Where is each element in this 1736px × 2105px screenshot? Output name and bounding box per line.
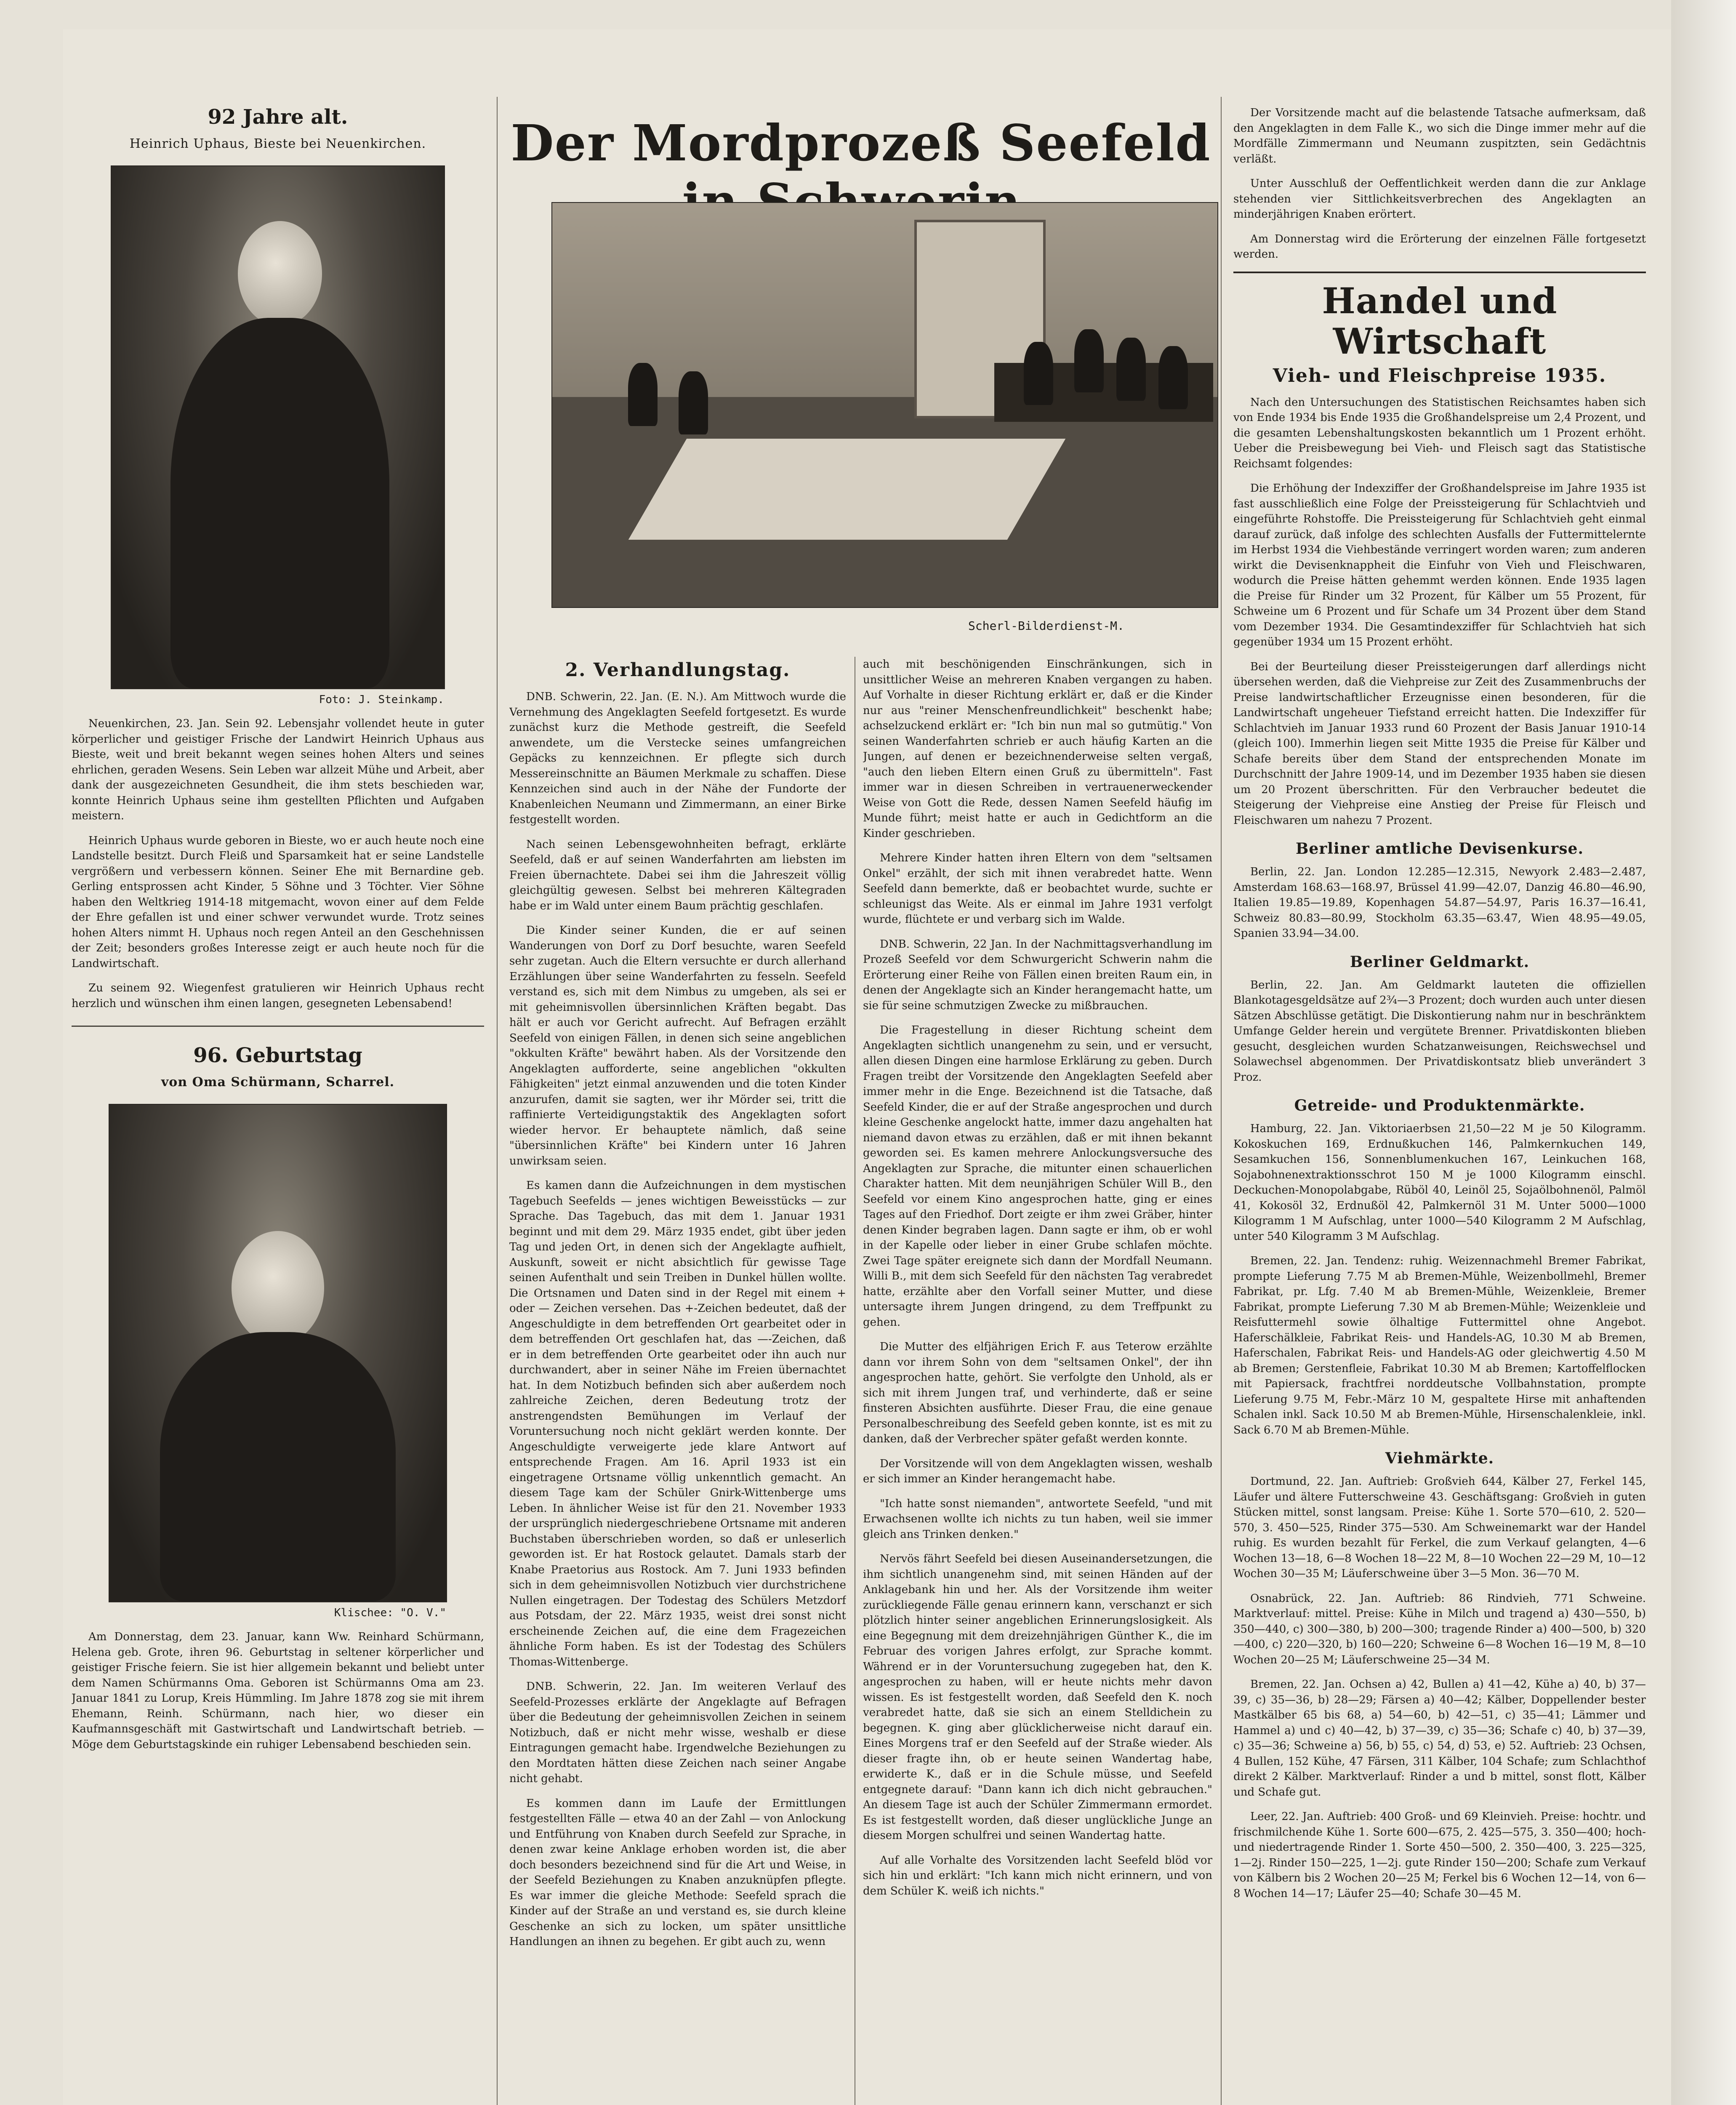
market-report: Leer, 22. Jan. Auftrieb: 400 Groß- und 69 Kleinvieh. Preise: hochtr. und frischmilchende Kühe 1. Sorte 600—675, 2. 425—575, 3. 350—400; hoch- und niedertragende Rinder 1. Sorte 450—500, 2. 350—400, 3. 225—325, 1—2j. Rinder 150—225, 1—2j. gute Rinder 150—200; Schafe zum Verkauf von Kälbern bis 2 Wochen 20—25 M; Ferkel bis 6 Wochen 12—14, von 6—8 Wochen 14—17; Läufer 25—40; Schafe 30—45 M.: [1233, 1810, 1646, 1900]
main-headline: Der Mordprozeß Seefeld: [511, 114, 1211, 172]
section-rule: [1233, 272, 1646, 273]
column-rule: [1221, 97, 1222, 2105]
article-byline: Heinrich Uphaus, Bieste bei Neuenkirchen.: [129, 136, 426, 151]
portrait-photo: [111, 165, 445, 689]
article-paragraph: "Ich hatte sonst niemanden", antwortete Seefeld, "und mit Erwachsenen wollte ich nichts zu tun haben, weil sie immer gleich ans Trinken denken.": [863, 1497, 1212, 1541]
article-byline: von Oma Schürmann, Scharrel.: [161, 1075, 395, 1090]
market-report: Bremen, 22. Jan. Ochsen a) 42, Bullen a) 41—42, Kühe a) 40, b) 37—39, c) 35—36, b) 28—29; Färsen a) 40—42; Kälber, Doppellender bester Mastkälber 65 bis 68, a) 54—60, b) 42—51, c) 35—41; Lämmer und Hammel a) und c) 40—42, b) 37—39, c) 35—36; Schafe c) 40, b) 37—39, c) 35—36; Schweine a) 56, b) 55, c) 54, d) 53, e) 52. Auftrieb: 23 Ochsen, 4 Bullen, 152 Kühe, 47 Färsen, 311 Kälber, 104 Schafe; zum Schlachthof direkt 2 Kälber. Marktverlauf: Rinder a und b mittel, sonst flott, Kälber und Schafe gut.: [1233, 1678, 1646, 1799]
article-title: 96. Geburtstag: [193, 1044, 362, 1067]
section-rule: [72, 1026, 484, 1027]
article-paragraph: Nervös fährt Seefeld bei diesen Auseinandersetzungen, die ihm sichtlich unangenehm sind, mit seinen Händen auf der Anklagebank hin und her. Als der Vorsitzende ihm weiter zurückliegende Fälle genau erinnern kann, verschanzt er sich plötzlich hinter seiner angeblichen Erinnerungslosigkeit. Als eine Begegnung mit dem dreizehnjährigen Günther K., die im Februar des vorigen Jahres erfolgt, zur Sprache kommt. Während er in der Voruntersuchung zugegeben hat, den K. angesprochen zu haben, will er heute nichts mehr davon wissen. Es ist festgestellt worden, daß Seefeld den K. noch verabredet hatte, daß sie sich an einem Stelldichein zu begegnen. K. ging aber glücklicherweise nicht darauf ein. Eines Morgens traf er den Seefeld auf der Straße wieder. Als dieser fragte ihn, ob er heute seinen Wandertag habe, erwiderte K., daß er in die Schule müsse, und Seefeld entgegnete darauf: "Dann kann ich dich nicht gebrauchen." An diesem Tage ist auch der Schüler Zimmermann ermordet. Es ist festgestellt worden, daß dieser unglückliche Junge an diesem Morgen schulfrei und seinen Wandertag hatte.: [863, 1553, 1212, 1842]
market-report: Berlin, 22. Jan. Am Geldmarkt lauteten die offiziellen Blankotagesgeldsätze auf 2¾—3 Prozent; doch wurden auch unter diesen Sätzen Abschlüsse getätigt. Die Diskontierung nahm nur in beschränktem Umfange Gelder herein und vergütete Brenner. Privatdiskonten blieben gesucht, desgleichen wurden Schatzanweisungen, Reichswechsel und Solawechsel abgenommen. Der Privatdiskontsatz blieb unverändert 3 Proz.: [1233, 978, 1646, 1084]
market-report: Berlin, 22. Jan. London 12.285—12.315, Newyork 2.483—2.487, Amsterdam 168.63—168.97, Brüssel 41.99—42.07, Danzig 46.80—46.90, Italien 19.85—19.89, Kopenhagen 54.87—54.97, Paris 16.37—16.41, Schweiz 80.83—80.99, Stockholm 63.35—63.47, Wien 48.95—49.05, Spanien 33.94—34.00.: [1233, 866, 1646, 940]
column-rule: [497, 97, 498, 2105]
article-paragraph: Es kommen dann im Laufe der Ermittlungen festgestellten Fälle — etwa 40 an der Zahl — von Anlockung und Entführung von Knaben durch Seefeld zur Sprache, in denen zwar keine Anklage erhoben worden ist, die aber doch besonders bezeichnend sind für die Art und Weise, in der Seefeld Beziehungen zu Knaben anzuknüpfen pflegte. Es war immer die gleiche Methode: Seefeld sprach die Kinder auf der Straße an und verstand es, sie durch kleine Geschenke an sich zu locken, um später unsittliche Handlungen an ihnen zu begehen. Er gibt auch zu, wenn: [509, 1797, 846, 1948]
article-title: 92 Jahre alt.: [208, 105, 348, 129]
article-paragraph: Nach seinen Lebensgewohnheiten befragt, erklärte Seefeld, daß er auf seinen Wanderfahrten am liebsten im Freien übernachtete. Dabei sei ihm die Jahreszeit völlig gleichgültig gewesen. Selbst bei mehreren Kältegraden habe er im Wald unter einem Baum prächtig geschlafen.: [509, 838, 846, 912]
market-heading: Getreide- und Produktenmärkte.: [1294, 1097, 1585, 1114]
article-paragraph: auch mit beschönigenden Einschränkungen, sich in unsittlicher Weise an mehreren Knaben vergangen zu haben. Auf Vorhalte in dieser Richtung erklärt er, daß er die Kinder nur aus "reiner Menschenfreundlichkeit" beschenkt habe; achselzuckend erklärt er: "Ich bin nun mal so gutmütig." Von seinen Wanderfahrten schrieb er auch häufig Karten an die Jungen, auf denen er bezeichnenderweise selten vergaß, "auch den lieben Eltern einen Gruß zu übermitteln". Fast immer war in diesen Schreiben in vertrauenerweckender Weise von Gott die Rede, dessen Namen Seefeld häufig im Munde führt; meist hatte er auch in Gedichtform an die Kinder geschrieben.: [863, 658, 1212, 840]
article-paragraph: Die Erhöhung der Indexziffer der Großhandelspreise im Jahre 1935 ist fast ausschließlich eine Folge der Preissteigerung für Schlachtvieh und eingeführte Rohstoffe. Die Preissteigerung für Schlachtvieh geht einmal darauf zurück, daß infolge des schlechten Ausfalls der Futtermittelernte im Herbst 1934 die Viehbestände verringert worden waren; zum anderen wirkt die Devisenknappheit die Einfuhr von Vieh und Fleischwaren, wodurch die Preise hätten gehemmt werden können. Ende 1935 lagen die Preise für Rinder um 32 Prozent, für Kälber um 55 Prozent, für Schweine um 6 Prozent und für Schafe um 34 Prozent über dem Stand vom Dezember 1934. Die Gesamtindexziffer für Schlachtvieh hat sich gegenüber 1934 um 15 Prozent erhöht.: [1233, 482, 1646, 648]
market-heading: Berliner amtliche Devisenkurse.: [1295, 840, 1584, 858]
article-paragraph: Neuenkirchen, 23. Jan. Sein 92. Lebensjahr vollendet heute in guter körperlicher und geistiger Frische der Landwirt Heinrich Uphaus aus Bieste, weit und breit bekannt wegen seines hohen Alters und seines ehrlichen, geraden Wesens. Sein Leben war allzeit Mühe und Arbeit, aber dank der ausgezeichneten Gesundheit, die ihm stets beschieden war, konnte Heinrich Uphaus seine ihm gestellten Pflichten und Aufgaben meistern.: [72, 717, 484, 822]
article-paragraph: Nach den Untersuchungen des Statistischen Reichsamtes haben sich von Ende 1934 bis Ende 1935 die Großhandelspreise um 2,4 Prozent, und die gesamten Lebenshaltungskosten bekanntlich um 1 Prozent erhöht. Ueber die Preisbewegung bei Vieh- und Fleisch sagt das Statistische Reichsamt folgendes:: [1233, 396, 1646, 470]
section-heading: 2. Verhandlungstag.: [565, 659, 791, 681]
column-birthdays: [72, 105, 484, 1761]
article-paragraph: Die Fragestellung in dieser Richtung scheint dem Angeklagten sichtlich unangenehm zu sein, und er versucht, allen diesen Dingen eine harmlose Erklärung zu geben. Durch Fragen treibt der Vorsitzende den Angeklagten Seefeld aber immer mehr in die Enge. Bezeichnend ist die Tatsache, daß Seefeld Kinder, die er auf der Straße angesprochen und durch kleine Geschenke angelockt hatte, immer dazu angehalten hat niemand davon etwas zu erzählen, daß er mit ihnen bekannt geworden sei. Es kamen mehrere Anlockungsversuche des Angeklagten zur Sprache, die mitunter einen schauerlichen Charakter hatten. Mit dem neunjährigen Schüler Will B., den Seefeld vor einem Kino angesprochen hatte, ging er eines Tages auf den Friedhof. Dort zeigte er ihm zwei Gräber, hinter denen Kinder begraben lagen. Dann sagte er ihm, ob er wohl in der Kapelle oder lieber in einer Grube schlafen möchte. Zwei Tage später ereignete sich dann der Mordfall Neumann. Willi B., mit dem sich Seefeld für den nächsten Tag verabredet hatte, erzählte aber den Vorfall seiner Mutter, und diese untersagte ihrem Jungen dringend, zu dem Treffpunkt zu gehen.: [863, 1024, 1212, 1329]
market-heading: Viehmärkte.: [1385, 1450, 1494, 1467]
market-report: Osnabrück, 22. Jan. Auftrieb: 86 Rindvieh, 771 Schweine. Marktverlauf: mittel. Preise: Kühe in Milch und tragend a) 430—550, b) 350—440, c) 300—380, b) 200—300; tragende Rinder a) 400—500, b) 320—400, c) 220—320, b) 160—220; Schweine 6—8 Wochen 16—19 M, 8—10 Wochen 20—25 M; Läuferschweine 25—34 M.: [1233, 1592, 1646, 1666]
article-paragraph: Auf alle Vorhalte des Vorsitzenden lacht Seefeld blöd vor sich hin und erklärt: "Ich kann mich nicht erinnern, und von dem Schüler K. weiß ich nichts.": [863, 1854, 1212, 1897]
market-report: Hamburg, 22. Jan. Viktoriaerbsen 21,50—22 M je 50 Kilogramm. Kokoskuchen 169, Erdnußkuchen 146, Palmkernkuchen 149, Sesamkuchen 156, Sonnenblumenkuchen 167, Leinkuchen 168, Sojabohnenextraktionsschrot 150 M je 1000 Kilogramm einschl. Deckuchen-Monopolabgabe, Rüböl 40, Leinöl 25, Sojaölbohnenöl, Palmöl 41, Kokosöl 32, Erdnußöl 42, Palmkernöl 31 M. Unter 5000—1000 Kilogramm 1 M Aufschlag, unter 1000—540 Kilogramm 2 M Aufschlag, unter 540 Kilogramm 3 M Aufschlag.: [1233, 1122, 1646, 1243]
article-paragraph: Mehrere Kinder hatten ihren Eltern von dem "seltsamen Onkel" erzählt, der sich mit ihnen verabredet hatte. Wenn Seefeld dann bemerkte, daß er beobachtet wurde, suchte er schleunigst das Weite. Als er einmal im Jahre 1931 verfolgt wurde, flüchtete er und verbarg sich im Walde.: [863, 852, 1212, 926]
article-paragraph: Zu seinem 92. Wiegenfest gratulieren wir Heinrich Uphaus recht herzlich und wünschen ihm einen langen, gesegneten Lebensabend!: [72, 982, 484, 1010]
article-paragraph: Am Donnerstag wird die Erörterung der einzelnen Fälle fortgesetzt werden.: [1233, 232, 1646, 261]
photo-credit: Foto: J. Steinkamp.: [319, 693, 444, 706]
article-paragraph: Heinrich Uphaus wurde geboren in Bieste, wo er auch heute noch eine Landstelle besitzt. Durch Fleiß und Sparsamkeit hat er seine Landstelle vergrößern und verbessern können. Seiner Ehe mit Bernardine geb. Gerling entsprossen acht Kinder, 5 Söhne und 3 Töchter. Vier Söhne haben den Weltkrieg 1914-18 mitgemacht, wovon einer auf dem Felde der Ehre gefallen ist und einer schwer verwundet wurde. Trotz seines hohen Alters nimmt H. Uphaus noch regen Anteil an den Geschehnissen der Zeit; besonders großes Interesse zeigt er auch heute noch für die Landwirtschaft.: [72, 834, 484, 970]
article-paragraph: Die Mutter des elfjährigen Erich F. aus Teterow erzählte dann vor ihrem Sohn von dem "seltsamen Onkel", der ihn angesprochen hatte, gehört. Sie verfolgte den Unhold, als er sich mit ihrem Jungen traf, und verhinderte, daß er seine finsteren Absichten ausführte. Dieser Frau, die eine genaue Personalbeschreibung des Seefeld geben konnte, ist es mit zu danken, daß der Verbrecher später gefaßt werden konnte.: [863, 1340, 1212, 1445]
article-paragraph: DNB. Schwerin, 22 Jan. In der Nachmittagsverhandlung im Prozeß Seefeld vor dem Schwurgericht Schwerin nahm die Erörterung einer Reihe von Fällen einen breiten Raum ein, in denen der Angeklagte sich an Kinder herangemacht hatte, um sie für seine schmutzigen Zwecke zu mißbrauchen.: [863, 938, 1212, 1012]
article-paragraph: Bei der Beurteilung dieser Preissteigerungen darf allerdings nicht übersehen werden, daß die Viehpreise zur Zeit des Zusammenbruchs der Preise landwirtschaftlicher Erzeugnisse einen besonderen, für die Landwirtschaft ungeheuer Tiefstand erreicht hatten. Die Indexziffer für Schlachtvieh im Januar 1933 rund 60 Prozent der Basis Januar 1910-14 (gleich 100). Immerhin liegen seit Mitte 1935 die Preise für Kälber und Schafe bereits über dem Stand der entsprechenden Monate im Durchschnitt der Jahre 1909-14, und im Dezember 1935 haben sie diesen um 20 Prozent überschritten. Für den Verbraucher bedeutet die Steigerung der Viehpreise eine Anstieg der Preise für Fleisch und Fleischwaren um nahezu 7 Prozent.: [1233, 660, 1646, 827]
photo-credit: Klischee: "O. V.": [334, 1607, 446, 1619]
article-paragraph: Die Kinder seiner Kunden, die er auf seinen Wanderungen von Dorf zu Dorf besuchte, waren Seefeld sehr zugetan. Auch die Eltern versuchte er durch allerhand Erzählungen über seine Wanderfahrten zu fesseln. Seefeld verstand es, sich mit dem Nimbus zu umgeben, als sei er mit geheimnisvollen übersinnlichen Kräften begabt. Das hält er auch vor Gericht aufrecht. Auf Befragen erzählt Seefeld von einigen Fällen, in denen sich seine angeblichen "okkulten Kräfte" bewährt haben. Als der Vorsitzende den Angeklagten aufforderte, seine angeblichen "okkulten Fähigkeiten" jetzt einmal anzuwenden und die toten Kinder anzurufen, damit sie sagten, wer ihr Mörder sei, tritt die raffinierte Verteidigungstaktik des Angeklagten sofort wieder hervor. Er behauptete nämlich, daß seine "übersinnlichen Kräfte" bei Kindern unter 16 Jahren unwirksam seien.: [509, 924, 846, 1167]
market-report: Dortmund, 22. Jan. Auftrieb: Großvieh 644, Kälber 27, Ferkel 145, Läufer und ältere Futterschweine 43. Geschäftsgang: Großvieh in guten Stücken mittel, sonst langsam. Preise: Kühe 1. Sorte 570—610, 2. 520—570, 3. 450—525, Rinder 375—530. Am Schweinemarkt war der Handel ruhig. Es wurden bezahlt für Ferkel, die zum Verkauf gelangten, 4—6 Wochen 13—18, 6—8 Wochen 18—22 M, 8—10 Wochen 22—29 M, 10—12 Wochen 30—35 M; Läuferschweine über 3—5 Mon. 36—70 M.: [1233, 1475, 1646, 1580]
article-paragraph: Am Donnerstag, dem 23. Januar, kann Ww. Reinhard Schürmann, Helena geb. Grote, ihren 96. Geburtstag in seltener körperlicher und geistiger Frische feiern. Sie ist hier allgemein bekannt und beliebt unter dem Namen Schürmanns Oma. Geboren ist Schürmanns Oma am 23. Januar 1841 zu Lorup, Kreis Hümmling. Im Jahre 1878 zog sie mit ihrem Ehemann, Reinh. Schürmann, nach hier, wo dieser ein Kaufmannsgeschäft mit Gastwirtschaft und Landwirtschaft betrieb. — Möge dem Geburtstagskinde ein ruhiger Lebensabend beschieden sein.: [72, 1631, 484, 1751]
article-paragraph: Es kamen dann die Aufzeichnungen in dem mystischen Tagebuch Seefelds — jenes wichtigen Beweisstücks — zur Sprache. Das Tagebuch, das mit dem 1. Januar 1931 beginnt und mit dem 29. März 1935 endet, gibt über jeden Tag und jeden Ort, in denen sich der Angeklagte aufhielt, Auskunft, soweit er nicht absichtlich für gewisse Tage seinen Aufenthalt und sein Treiben in Dunkel hüllen wollte. Die Ortsnamen und Daten sind in der Regel mit einem + oder — Zeichen versehen. Das +-Zeichen bedeutet, daß der Angeschuldigte in dem betreffenden Ort gearbeitet oder in dem betreffenden Ort geschlafen hat, das —-Zeichen, daß er in dem betreffenden Orte gearbeitet oder ihn auch nur durchwandert, aber in seiner Nähe im Freien übernachtet hat. In dem Notizbuch befinden sich aber außerdem noch zahlreiche Zeichen, deren Bedeutung trotz der anstrengendsten Bemühungen im Verlauf der Voruntersuchung noch nicht geklärt werden konnte. Der Angeschuldigte verweigerte jede klare Antwort auf entsprechende Fragen. Am 16. April 1933 ist ein eingetragene Ortsname völlig unkenntlich gemacht. An diesem Tage kam der Schüler Gnirk-Wittenberge ums Leben. In ähnlicher Weise ist für den 21. November 1933 der ursprünglich niedergeschriebene Ortsname mit anderen Buchstaben überschrieben worden, so daß er unleserlich geworden ist. Er hat Rostock gelautet. Damals starb der Knabe Praetorius aus Rostock. Am 7. Juni 1933 befinden sich in dem geheimnisvollen Notizbuch vier durchstrichene Nullen eingetragen. Der Todestag des Schülers Metzdorf aus Potsdam, der 22. März 1935, weist drei sonst nicht erscheinende Zeichen auf, die eine dem Fragezeichen ähnliche Form haben. Es ist der Todestag des Schülers Thomas-Wittenberge.: [509, 1179, 846, 1668]
column-trial-1: [509, 657, 846, 2105]
section-title: Handel und Wirtschaft: [1322, 280, 1558, 362]
market-report: Bremen, 22. Jan. Tendenz: ruhig. Weizennachmehl Bremer Fabrikat, prompte Lieferung 7.75 M ab Bremen-Mühle, Weizenbollmehl, Bremer Fabrikat, pr. Lfg. 7.40 M ab Bremen-Mühle, Weizenkleie, Bremer Fabrikat, prompte Lieferung 7.30 M ab Bremen-Mühle; Weizenkleie und Reisfuttermehl sowie ölhaltige Futtermittel ohne Angebot. Haferschälkleie, Fabrikat Reis- und Handels-AG, 10.30 M ab Bremen, Haferschalen, Fabrikat Reis- und Handels-AG oder gleichwertig 4.50 M ab Bremen; Gerstenfleie, Fabrikat 10.30 M ab Bremen; Kartoffelflocken mit Papiersack, frachtfrei norddeutsche Vollbahnstation, prompte Lieferung 9.75 M, Febr.-März 10 M, gespaltete Hirse mit anhaftenden Schalen inkl. Sack 10.50 M ab Bremen-Mühle, Hirsenschalenkleie, inkl. Sack 6.70 M ab Bremen-Mühle.: [1233, 1255, 1646, 1436]
column-trial-2: [863, 657, 1212, 2105]
portrait-photo: [109, 1104, 447, 1602]
article-paragraph: DNB. Schwerin, 22. Jan. Im weiteren Verlauf des Seefeld-Prozesses erklärte der Angeklagte auf Befragen über die Bedeutung der geheimnisvollen Zeichen in seinem Notizbuch, daß er nicht mehr wisse, weshalb er diese Eintragungen gemacht habe. Irgendwelche Beziehungen zu den Mordtaten hätten diese Zeichen nach seiner Angabe nicht gehabt.: [509, 1680, 846, 1785]
column-economy: [1233, 105, 1646, 2105]
courtroom-photo: [551, 202, 1218, 608]
article-paragraph: Unter Ausschluß der Oeffentlichkeit werden dann die zur Anklage stehenden vier Sittlichkeitsverbrechen des Angeklagten an minderjährigen Knaben erörtert.: [1233, 177, 1646, 221]
scan-edge: [1671, 0, 1736, 2105]
section-subtitle: Vieh- und Fleischpreise 1935.: [1273, 365, 1607, 386]
article-paragraph: DNB. Schwerin, 22. Jan. (E. N.). Am Mittwoch wurde die Vernehmung des Angeklagten Seefeld fortgesetzt. Es wurde zunächst kurz die Methode gestreift, die Seefeld anwendete, um die Verstecke seines umfangreichen Gepäcks zu kennzeichnen. Er pflegte sich durch Messereinschnitte an Bäumen Merkmale zu schaffen. Diese Kennzeichen sind auch in der Nähe der Fundorte der Knabenleichen Neumann und Zimmermann, an einer Birke festgestellt worden.: [509, 690, 846, 826]
market-heading: Berliner Geldmarkt.: [1350, 953, 1530, 971]
article-paragraph: Der Vorsitzende macht auf die belastende Tatsache aufmerksam, daß den Angeklagten in dem Falle K., wo sich die Dinge immer mehr auf die Mordfälle Zimmermann und Neumann zuspitzten, sein Gedächtnis verläßt.: [1233, 107, 1646, 165]
article-paragraph: Der Vorsitzende will von dem Angeklagten wissen, weshalb er sich immer an Kinder herangemacht habe.: [863, 1457, 1212, 1485]
photo-credit: Scherl-Bilderdienst-M.: [968, 619, 1124, 633]
